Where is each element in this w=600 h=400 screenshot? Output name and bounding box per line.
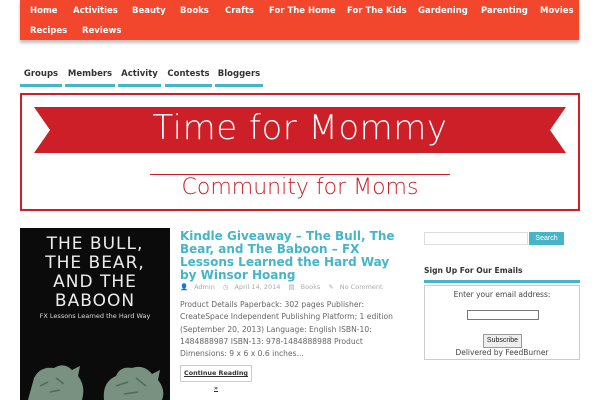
- post-category[interactable]: Books: [300, 283, 321, 291]
- nav-recipes[interactable]: Recipes: [30, 26, 68, 36]
- main-nav: [20, 0, 579, 40]
- post-excerpt: Product Details Paperback: 302 pages Publisher: CreateSpace Independent Publishing Platform; 1 edition (September 20, 2013) Language: English ISBN-10: 1484888987 ISBN-13: 978-1484888988 Product Dimensions: 9 x 6 x 0.6 inches...: [180, 300, 393, 359]
- nav-activities[interactable]: Activities: [73, 6, 118, 16]
- tab-members[interactable]: Members: [65, 69, 115, 87]
- subscribe-button[interactable]: Subscribe: [483, 334, 522, 348]
- email-signup-form: [424, 285, 580, 360]
- cover-title-line: THE BEAR,: [45, 253, 145, 273]
- post-comments[interactable]: No Comment: [339, 283, 383, 291]
- nav-books[interactable]: Books: [180, 6, 209, 16]
- post-meta: [180, 283, 389, 291]
- nav-home[interactable]: Home: [30, 6, 58, 16]
- clock-icon: ◷: [222, 283, 229, 291]
- email-widget-title: Sign Up For Our Emails: [424, 266, 523, 275]
- nav-gardening[interactable]: Gardening: [418, 6, 468, 16]
- banner-subtitle: Community for Moms: [181, 175, 419, 200]
- bull-bear-illustration: [20, 356, 170, 400]
- comment-icon: ✎: [328, 283, 334, 291]
- widget-divider: [424, 280, 580, 283]
- cover-title-line: BABOON: [54, 291, 136, 311]
- search-input[interactable]: [424, 232, 528, 245]
- search-button[interactable]: Search: [529, 232, 564, 245]
- cover-subtitle: FX Lessons Learned the Hard Way: [39, 312, 151, 320]
- banner-title: Time for Mommy: [152, 108, 448, 148]
- tab-contests[interactable]: Contests: [165, 69, 212, 87]
- folder-icon: ▤: [288, 283, 295, 291]
- nav-beauty[interactable]: Beauty: [132, 6, 166, 16]
- post-author[interactable]: Admin: [194, 283, 215, 291]
- email-label: Enter your email address:: [453, 290, 551, 299]
- tab-groups[interactable]: Groups: [20, 69, 62, 87]
- author-icon: 👤: [180, 283, 189, 291]
- nav-movies[interactable]: Movies: [540, 6, 574, 16]
- post-date: April 14, 2014: [234, 283, 281, 291]
- email-field[interactable]: [467, 310, 539, 320]
- nav-reviews[interactable]: Reviews: [82, 26, 122, 36]
- continue-reading-button[interactable]: Continue Reading »: [180, 365, 252, 382]
- cover-title-line: THE BULL,: [46, 234, 144, 254]
- nav-crafts[interactable]: Crafts: [225, 6, 254, 16]
- post-thumbnail[interactable]: [20, 228, 170, 400]
- tab-bloggers[interactable]: Bloggers: [215, 69, 263, 87]
- nav-for-the-home[interactable]: For The Home: [269, 6, 336, 16]
- site-banner[interactable]: [20, 93, 580, 211]
- post-title-link[interactable]: Kindle Giveaway – The Bull, The Bear, and The Baboon – FX Lessons Learned the Hard Way by Winsor Hoang: [180, 229, 395, 282]
- tab-activity[interactable]: Activity: [118, 69, 161, 87]
- feedburner-credit[interactable]: Delivered by FeedBurner: [455, 348, 549, 357]
- cover-title-line: AND THE: [53, 272, 137, 292]
- nav-parenting[interactable]: Parenting: [481, 6, 528, 16]
- nav-for-the-kids[interactable]: For The Kids: [347, 6, 407, 16]
